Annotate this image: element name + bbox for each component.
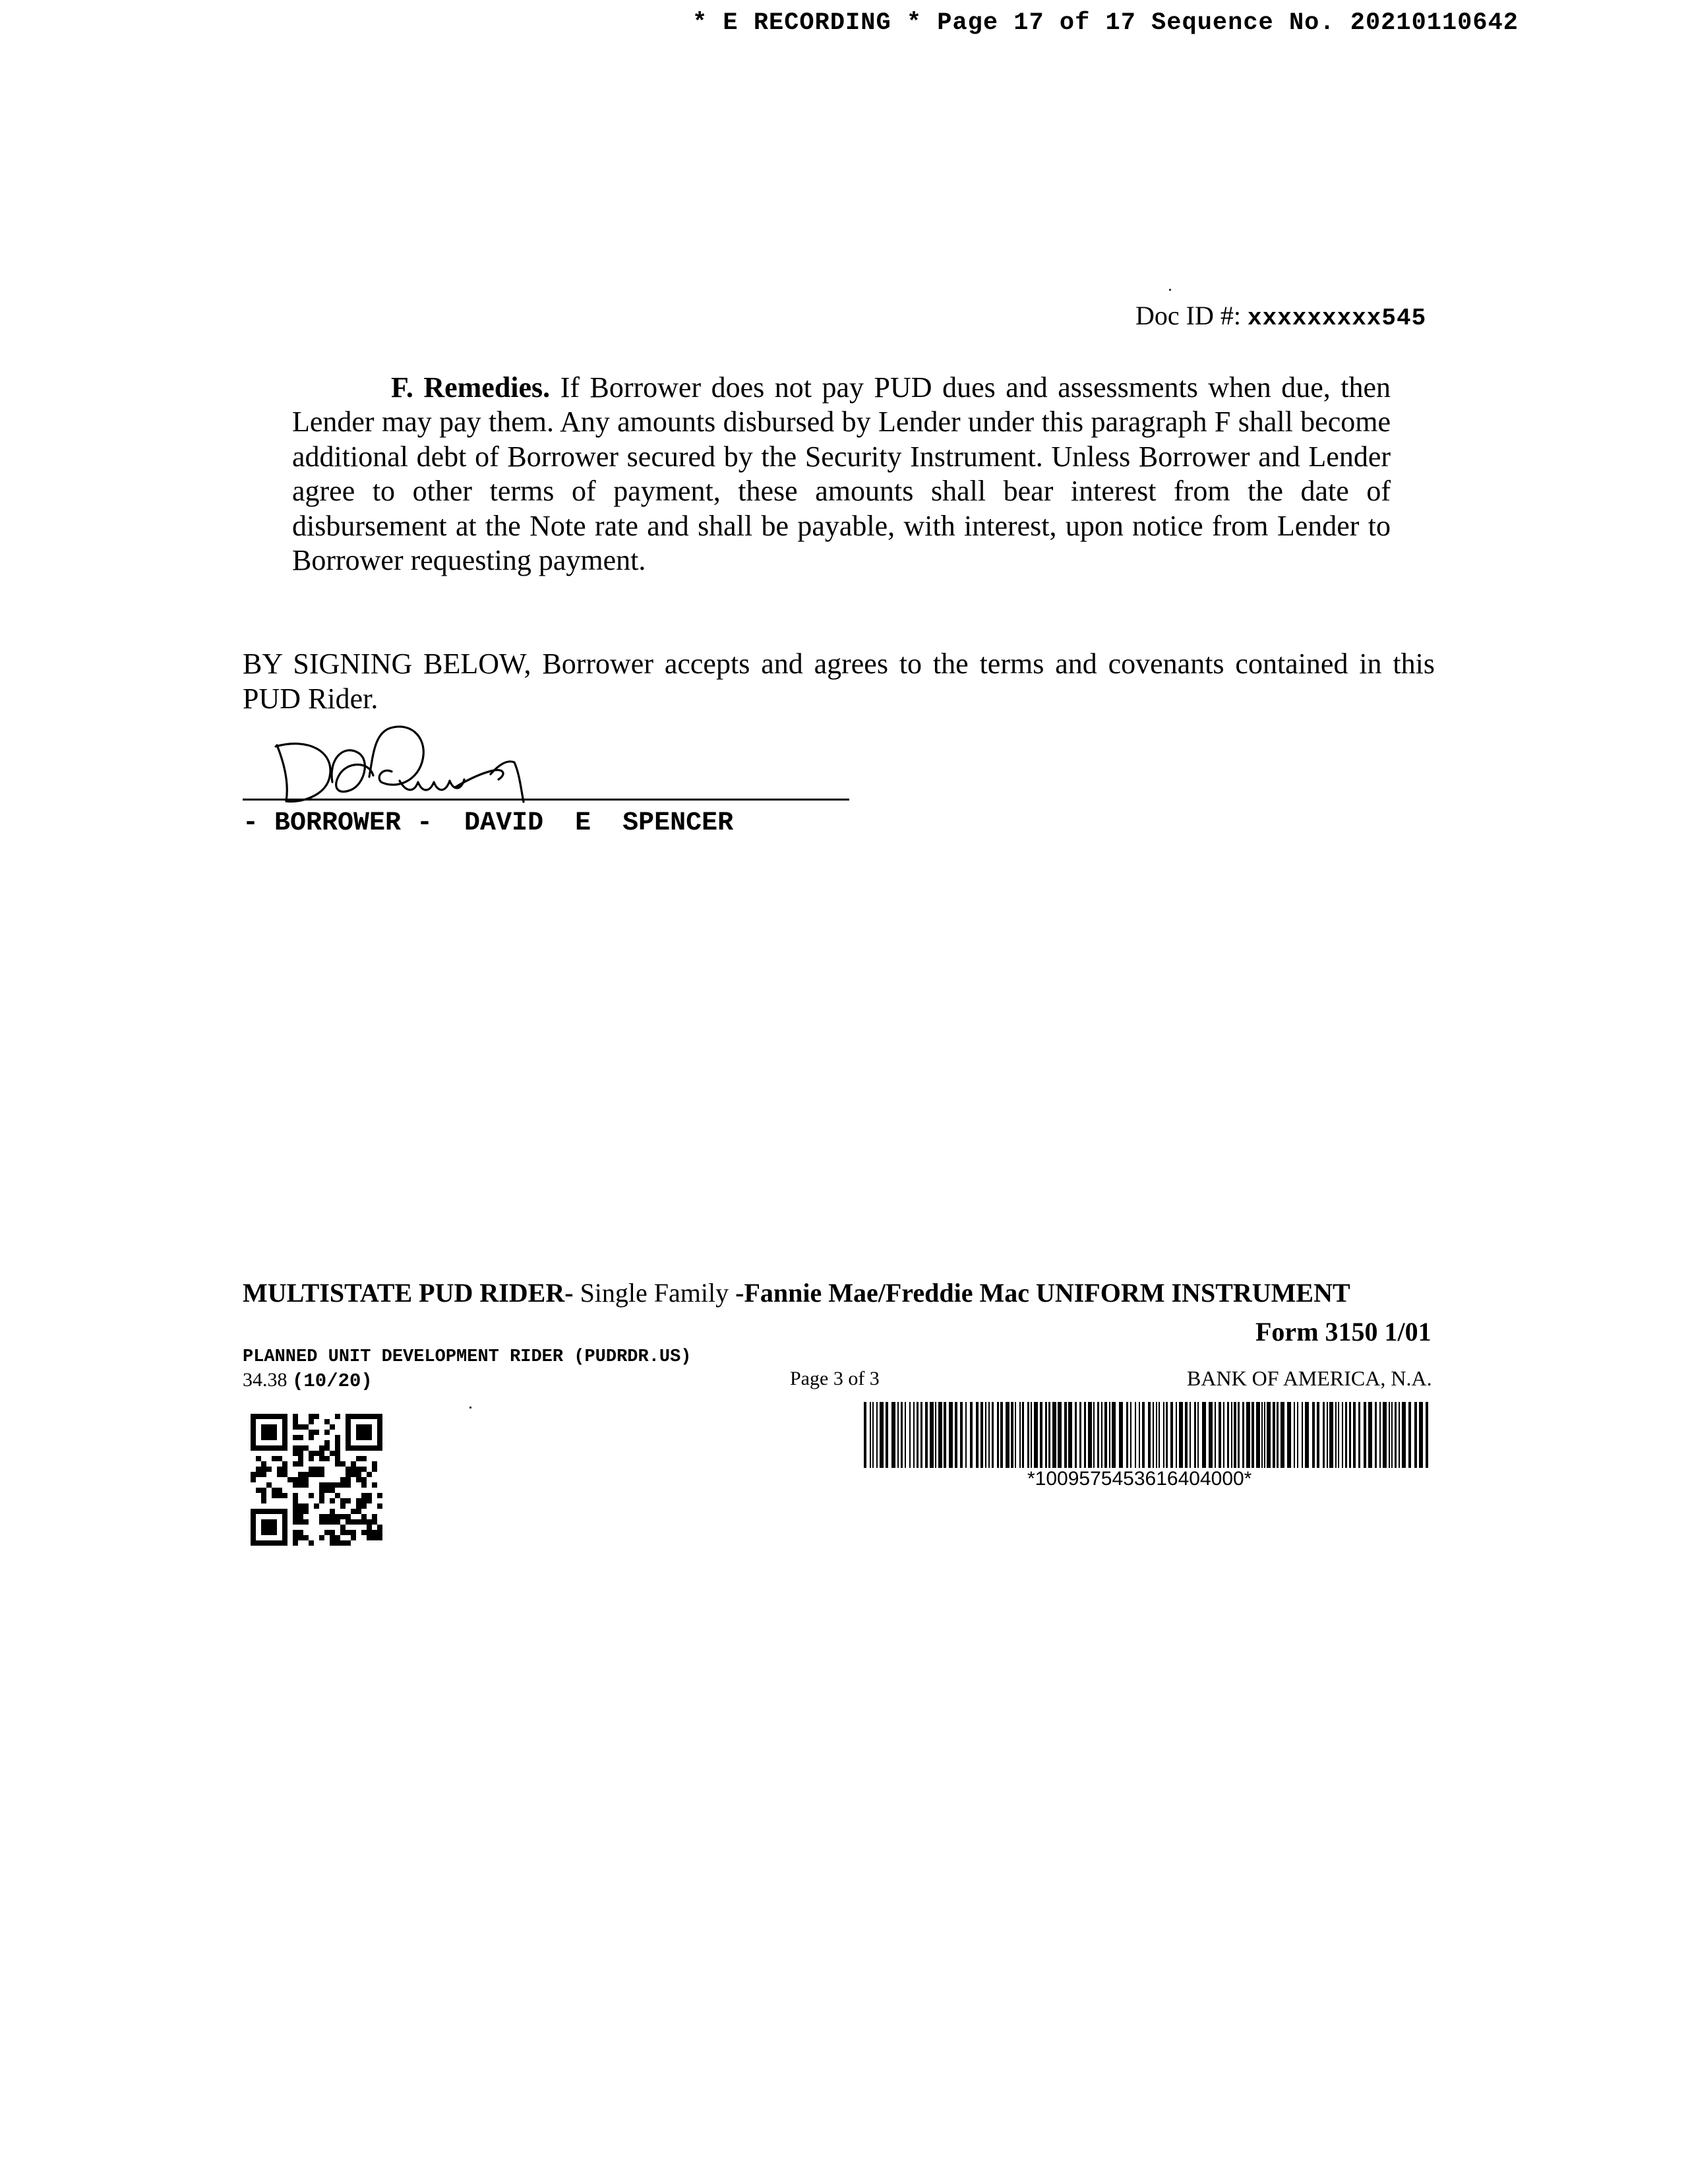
qr-code: [251, 1414, 382, 1546]
borrower-name: - BORROWER - DAVID E SPENCER: [243, 808, 734, 838]
lender-name: BANK OF AMERICA, N.A.: [1187, 1366, 1432, 1390]
remedies-body: If Borrower does not pay PUD dues and assessments when due, then Lender may pay them. Any amounts disbursed by Lender under this paragraph F shall become additional debt of Borrower secured by the Security Instrument. Unless Borrower and Lender agree to other terms of payment, these amounts shall bear interest from the date of disbursement at the Note rate and shall be payable, with interest, upon notice from Lender to Borrower requesting payment.: [292, 371, 1391, 577]
remedies-heading: F. Remedies.: [391, 371, 551, 404]
barcode: [862, 1402, 1433, 1468]
page-number: Page 3 of 3: [790, 1368, 880, 1389]
doc-id: [1135, 300, 1426, 332]
form-version-prefix: 34.38: [243, 1369, 292, 1391]
form-version-date: (10/20): [292, 1370, 373, 1392]
form-number: Form 3150 1/01: [1255, 1317, 1432, 1347]
signing-statement: BY SIGNING BELOW, Borrower accepts and agrees to the terms and covenants contained in this PUD Rider.: [243, 648, 1435, 715]
form-title-part: Single Family: [573, 1278, 736, 1308]
rider-code: PLANNED UNIT DEVELOPMENT RIDER (PUDRDR.US): [243, 1347, 692, 1367]
form-title-part: MULTISTATE PUD RIDER-: [243, 1278, 574, 1308]
form-version: [243, 1369, 373, 1392]
form-title: [243, 1277, 1350, 1308]
borrower-signature: [270, 711, 574, 810]
doc-id-label: Doc ID #:: [1135, 301, 1248, 330]
remedies-paragraph: [292, 371, 1391, 578]
barcode-number: *1009575453616404000*: [1027, 1468, 1252, 1490]
scan-speck: [1169, 289, 1171, 291]
scan-speck: [469, 1407, 471, 1409]
signature-line: [243, 799, 849, 801]
doc-id-value: xxxxxxxxx545: [1247, 305, 1427, 332]
form-title-part: -Fannie Mae/Freddie Mac UNIFORM INSTRUMENT: [735, 1278, 1350, 1308]
recording-header: * E RECORDING * Page 17 of 17 Sequence No. 20210110642: [692, 9, 1519, 37]
